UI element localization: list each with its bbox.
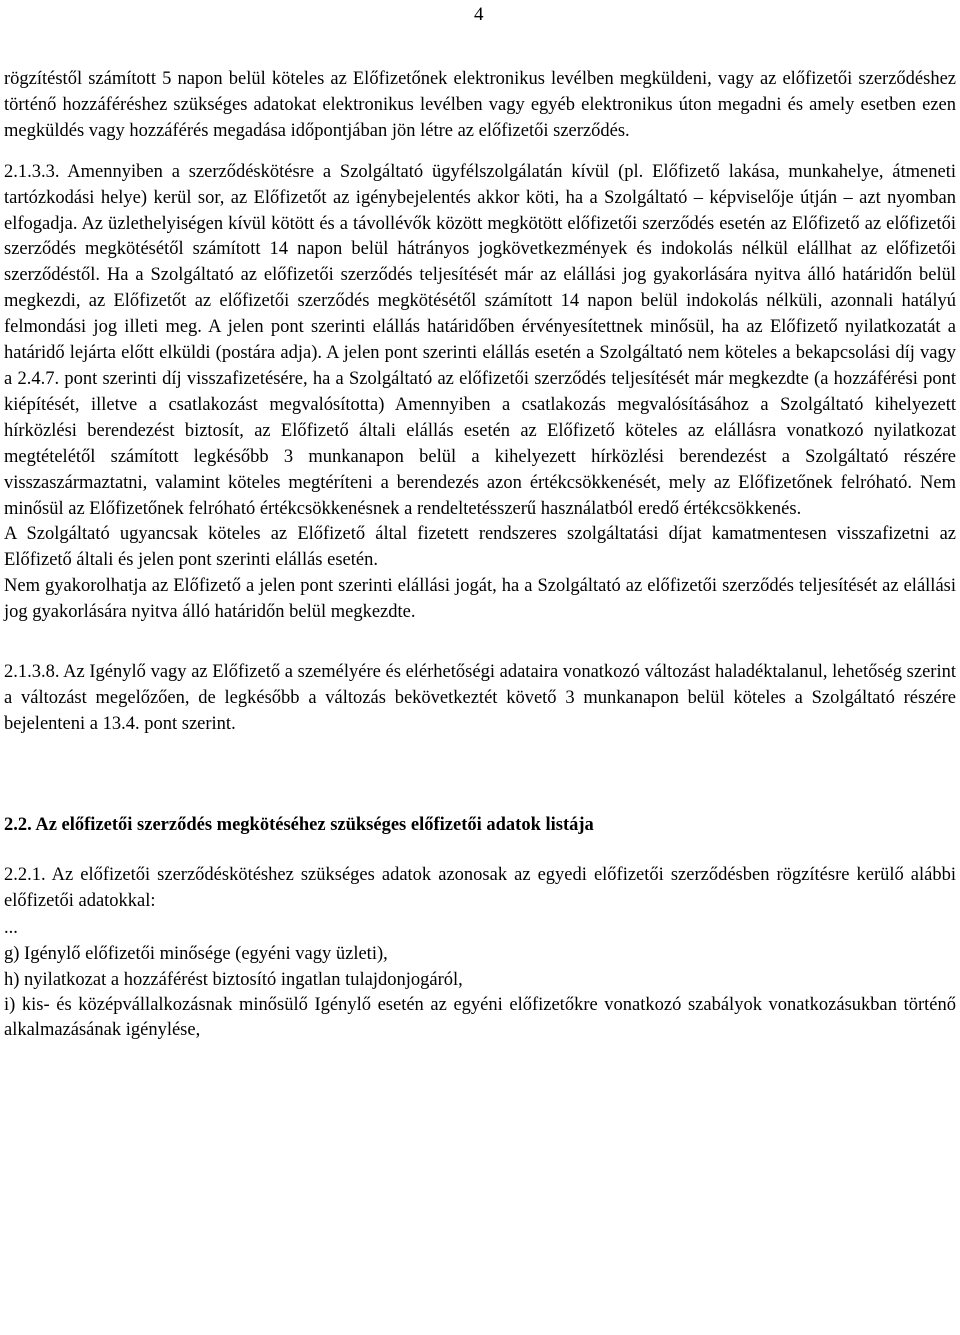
paragraph-refund: A Szolgáltató ugyancsak köteles az Előfizető által fizetett rendszeres szolgáltatási díjat kamatmentesen visszafizetni az Előfizető általi és jelen pont szerinti elállás esetén. — [4, 524, 956, 571]
paragraph-2-1-3-3: 2.1.3.3. Amennyiben a szerződéskötésre a Szolgáltató ügyfélszolgálatán kívül (pl. Előfizető lakása, munkahelye, átmeneti tartózkodási helye) kerül sor, az Előfizetőt az igénybejelentés akkor köti, ha a Szolgáltató – képviselője útján – azt nyomban elfogadja. Az üzlethelyiségen kívül kötött és a távollévők között megkötött előfizetői szerződés esetén az Előfizető az előfizetői szerződés megkötésétől számított 14 napon belül hátrányos jogkövetkezmények és indokolás nélkül elállhat az előfizetői szerződéstől. Ha a Szolgáltató az előfizetői szerződés teljesítését már az elállási jog gyakorlására nyitva álló határidőn belül megkezdi, az Előfizetőt az előfizetői szerződés megkötésétől számított 14 napon belül indokolás nélküli, azonnali hatályú felmondási jog illeti meg. A jelen pont szerinti elállás határidőben érvényesítettnek minősül, ha az Előfizető nyilatkozatát a határidő lejárta előtt elküldi (postára adja). A jelen pont szerinti elállás esetén a Szolgáltató nem köteles a bekapcsolási díj vagy a 2.4.7. pont szerinti díj visszafizetésére, ha a Szolgáltató az előfizetői szerződés teljesítését már megkezdte (a hozzáférési pont kiépítését, illetve a csatlakozást megvalósította) Amennyiben a csatlakozás megvalósításához a Szolgáltató kihelyezett hírközlési berendezést biztosít, az Előfizető általi elállás esetén az Előfizető köteles az elállásra vonatkozó nyilatkozat megtételétől számított legkésőbb 3 munkanapon belül a kihelyezett hírközlési berendezést a Szolgáltató részére visszaszármaztatni, valamint köteles megtéríteni a berendezés azon értékcsökkenését, mely az Előfizetőnek felróható. Nem minősül az Előfizetőnek felróható értékcsökkenésnek a rendeltetésszerű használatból eredő értékcsökkenés. — [4, 161, 956, 519]
list-item-i: i) kis- és középvállalkozásnak minősülő Igénylő esetén az egyéni előfizetőkre vonatkozó szabályok vonatkozásukban történő alkalmazásának igénylése, — [4, 994, 956, 1041]
list-item-h: h) nyilatkozat a hozzáférést biztosító ingatlan tulajdonjogáról, — [4, 969, 463, 990]
ellipsis: ... — [4, 917, 18, 938]
paragraph-2-1-3-8: 2.1.3.8. Az Igénylő vagy az Előfizető a személyére és elérhetőségi adataira vonatkozó változást haladéktalanul, lehetőség szerint a változást megelőzően, de legkésőbb a változás bekövetkeztét követő 3 munkanapon belül köteles a Szolgáltató részére bejelenteni a 13.4. pont szerint. — [4, 662, 956, 734]
section-heading-2-2: 2.2. Az előfizetői szerződés megkötéséhez szükséges előfizetői adatok listája — [4, 814, 594, 835]
paragraph-2-2-1: 2.2.1. Az előfizetői szerződéskötéshez szükséges adatok azonosak az egyedi előfizetői szerződésben rögzítésre kerülő alábbi előfizetői adatokkal: — [4, 864, 956, 911]
list-item-g: g) Igénylő előfizetői minősége (egyéni vagy üzleti), — [4, 943, 388, 964]
paragraph-1: rögzítéstől számított 5 napon belül köteles az Előfizetőnek elektronikus levélben megküldeni, vagy az előfizetői szerződéshez történő hozzáféréshez szükséges adatokat elektronikus levélben vagy egyéb elektronikus úton megadni és amely esetben ezen megküldés vagy hozzáférés megadása időpontjában jön létre az előfizetői szerződés. — [4, 69, 956, 141]
document-body — [4, 67, 956, 1044]
paragraph-withdrawal-exception: Nem gyakorolhatja az Előfizető a jelen pont szerinti elállási jogát, ha a Szolgáltató az előfizetői szerződés teljesítését az elállási jog gyakorlására nyitva álló határidőn belül megkezdte. — [4, 576, 956, 623]
page-number: 4 — [474, 4, 484, 25]
